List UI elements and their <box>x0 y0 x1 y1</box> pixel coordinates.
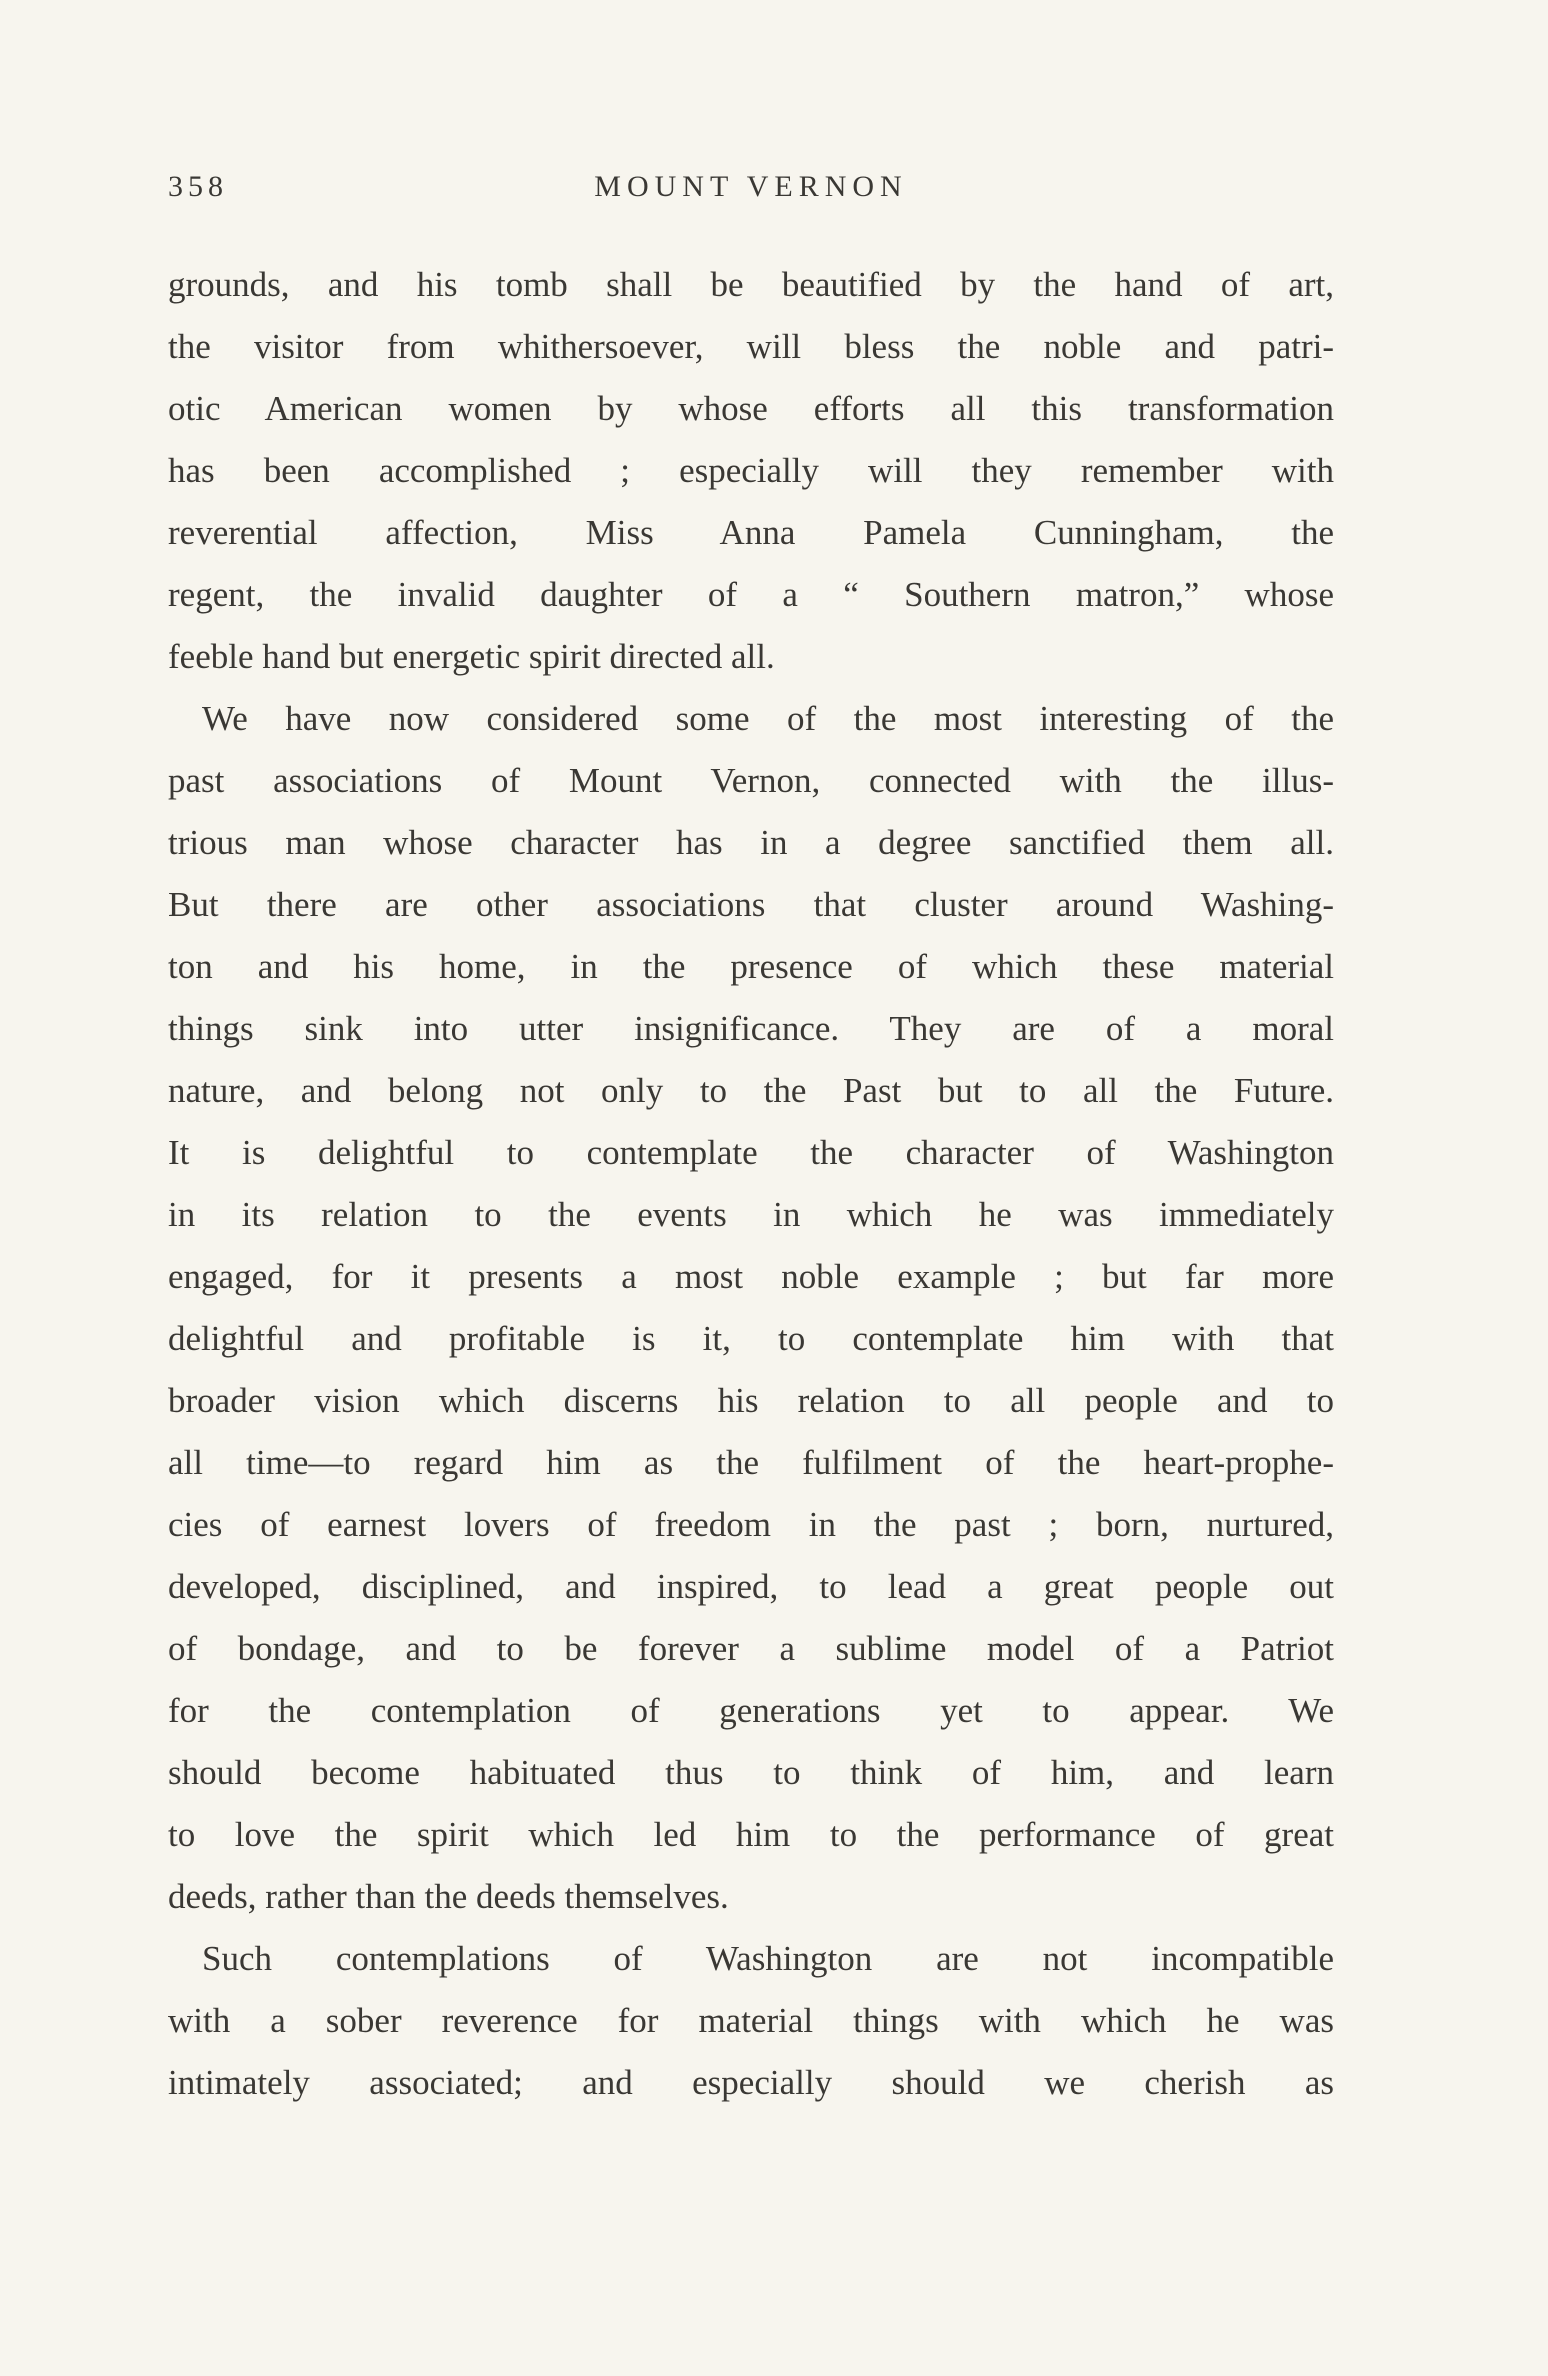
text-line: regent, the invalid daughter of a “ Southern matron,” whose <box>168 575 1334 614</box>
text-line: nature, and belong not only to the Past but to all the Future. <box>168 1071 1334 1110</box>
text-line: with a sober reverence for material things with which he was <box>168 2001 1334 2040</box>
text-line: for the contemplation of generations yet to appear. We <box>168 1691 1334 1730</box>
text-line: trious man whose character has in a degree sanctified them all. <box>168 823 1334 862</box>
text-line: has been accomplished ; especially will they remember with <box>168 451 1334 490</box>
text-line: the visitor from whithersoever, will bless the noble and patri- <box>168 327 1334 366</box>
text-line: to love the spirit which led him to the performance of great <box>168 1815 1334 1854</box>
text-line: broader vision which discerns his relation to all people and to <box>168 1381 1334 1420</box>
text-line: But there are other associations that cluster around Washing- <box>168 885 1334 924</box>
text-line: We have now considered some of the most interesting of the <box>202 699 1334 738</box>
text-line: in its relation to the events in which he was immediately <box>168 1195 1334 1234</box>
text-line: Such contemplations of Washington are not incompatible <box>202 1939 1334 1978</box>
text-line: things sink into utter insignificance. They are of a moral <box>168 1009 1334 1048</box>
text-line: deeds, rather than the deeds themselves. <box>168 1877 729 1916</box>
text-line: engaged, for it presents a most noble example ; but far more <box>168 1257 1334 1296</box>
text-line: feeble hand but energetic spirit directed all. <box>168 637 775 676</box>
body-text <box>168 254 1334 2114</box>
text-line: cies of earnest lovers of freedom in the past ; born, nurtured, <box>168 1505 1334 1544</box>
text-line: intimately associated; and especially should we cherish as <box>168 2063 1334 2102</box>
running-title: MOUNT VERNON <box>594 170 908 203</box>
text-line: past associations of Mount Vernon, connected with the illus- <box>168 761 1334 800</box>
text-line: developed, disciplined, and inspired, to lead a great people out <box>168 1567 1334 1606</box>
text-line: grounds, and his tomb shall be beautified by the hand of art, <box>168 265 1334 304</box>
text-line: reverential affection, Miss Anna Pamela Cunningham, the <box>168 513 1334 552</box>
text-line: otic American women by whose efforts all this transformation <box>168 389 1334 428</box>
running-head <box>168 170 1334 210</box>
text-line: all time—to regard him as the fulfilment of the heart-prophe- <box>168 1443 1334 1482</box>
text-line: should become habituated thus to think of him, and learn <box>168 1753 1334 1792</box>
text-line: of bondage, and to be forever a sublime model of a Patriot <box>168 1629 1334 1668</box>
text-line: ton and his home, in the presence of which these material <box>168 947 1334 986</box>
page-number: 358 <box>168 170 228 203</box>
text-line: It is delightful to contemplate the character of Washington <box>168 1133 1334 1172</box>
text-line: delightful and profitable is it, to contemplate him with that <box>168 1319 1334 1358</box>
